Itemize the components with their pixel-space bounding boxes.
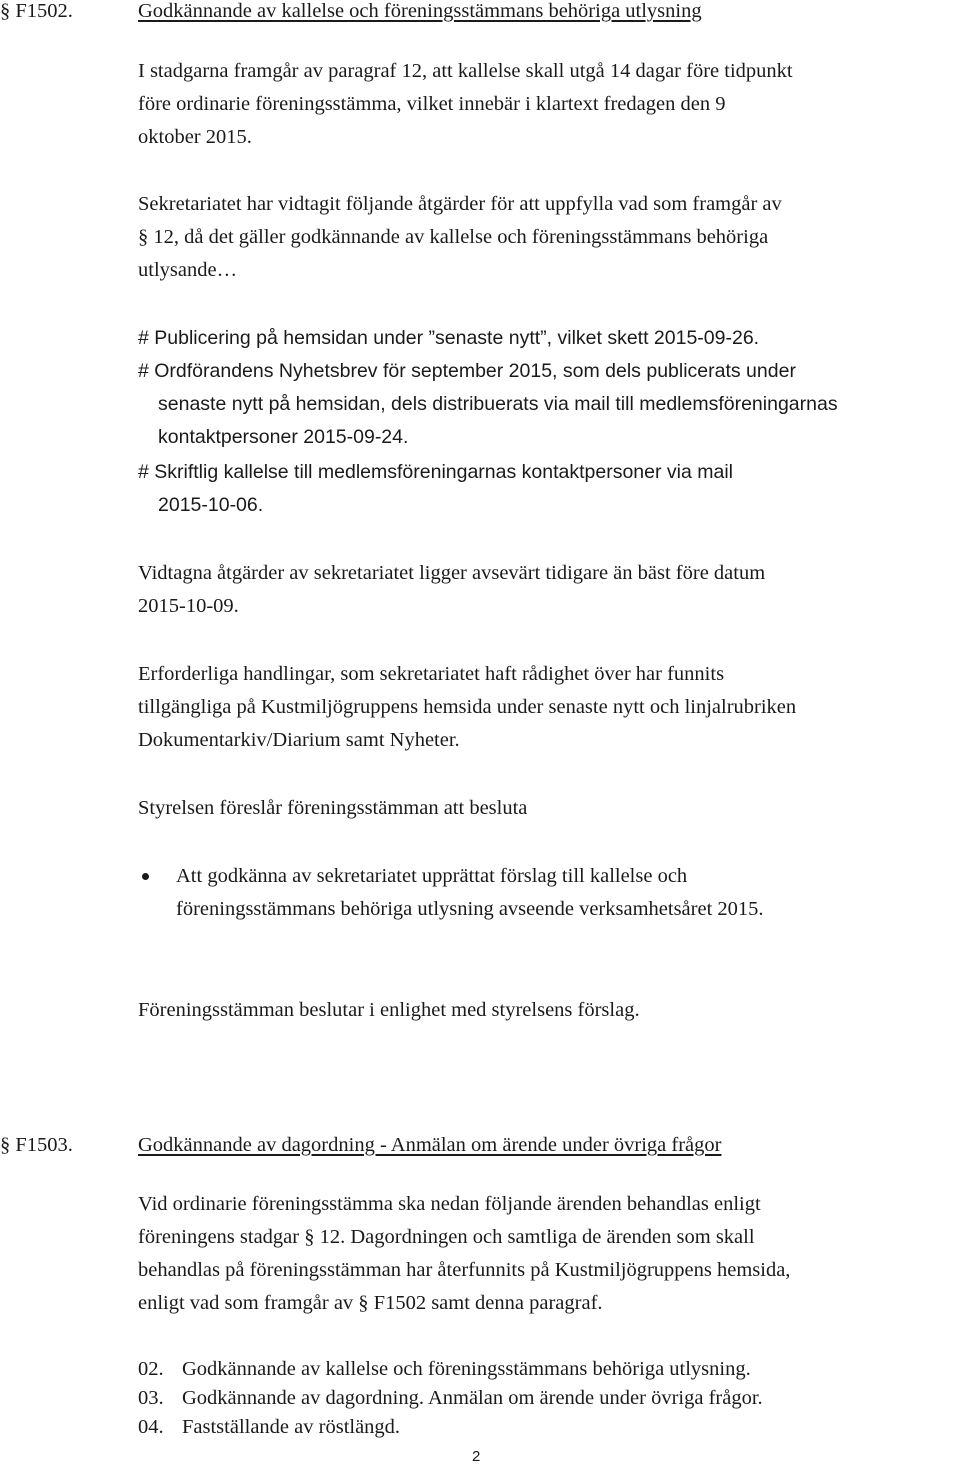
section-heading-f1502: Godkännande av kallelse och föreningsstämmans behöriga utlysning xyxy=(138,0,702,22)
agenda-list xyxy=(138,1355,763,1442)
paragraph-sekretariatet: Sekretariatet har vidtagit följande åtgärder för att uppfylla vad som framgår av § 12, då det gäller godkännande av kallelse och föreningsstämmans behöriga utlysande… xyxy=(138,193,782,281)
section-number-f1502: § F1502. xyxy=(0,0,73,22)
bullet-dot xyxy=(142,873,149,880)
paragraph-dagordning: Vid ordinarie föreningsstämma ska nedan följande ärenden behandlas enligt föreningens stadgar § 12. Dagordningen och samtliga de ärenden som skall behandlas på föreningsstämman har återfunnits på Kustmiljögruppens hemsida, enligt vad som framgår av § F1502 samt denna paragraf. xyxy=(138,1193,791,1314)
section-heading-f1503: Godkännande av dagordning - Anmälan om ärende under övriga frågor xyxy=(138,1134,722,1156)
paragraph-handlingar: Erforderliga handlingar, som sekretariatet haft rådighet över har funnits tillgängliga på Kustmiljögruppens hemsida under senaste nytt och linjalrubriken Dokumentarkiv/Diarium samt Nyheter. xyxy=(138,663,797,751)
measure-publicering: # Publicering på hemsidan under ”senaste nytt”, vilket skett 2015-09-26. xyxy=(138,327,760,349)
measure-nyhetsbrev: # Ordförandens Nyhetsbrev för september 2015, som dels publicerats under senaste nytt på hemsidan, dels distribuerats via mail till medlemsföreningarnas kontaktpersoner 2015-09-24. xyxy=(138,360,838,448)
measure-kallelse: # Skriftlig kallelse till medlemsföreningarnas kontaktpersoner via mail 2015-10-06. xyxy=(138,461,734,516)
agenda-item: 02. Godkännande av kallelse och föreningsstämmans behöriga utlysning. xyxy=(138,1358,751,1380)
agenda-item: 03. Godkännande av dagordning. Anmälan om ärende under övriga frågor. xyxy=(138,1387,763,1409)
bullet-item-godkanna: Att godkänna av sekretariatet upprättat förslag till kallelse och föreningsstämmans behöriga utlysning avseende verksamhetsåret 2015. xyxy=(176,865,764,920)
paragraph-stadgar: I stadgarna framgår av paragraf 12, att kallelse skall utgå 14 dagar före tidpunkt före ordinarie föreningsstämma, vilket innebär i klartext fredagen den 9 oktober 2015. xyxy=(138,60,793,148)
agenda-item: 04. Fastställande av röstlängd. xyxy=(138,1416,401,1438)
paragraph-vidtagna: Vidtagna åtgärder av sekretariatet ligger avsevärt tidigare än bäst före datum 2015-10-09. xyxy=(138,562,766,617)
paragraph-beslut: Föreningsstämman beslutar i enlighet med styrelsens förslag. xyxy=(138,999,640,1021)
section-number-f1503: § F1503. xyxy=(0,1134,73,1156)
paragraph-styrelsen: Styrelsen föreslår föreningsstämman att besluta xyxy=(138,797,528,819)
page-number: 2 xyxy=(472,1448,481,1465)
